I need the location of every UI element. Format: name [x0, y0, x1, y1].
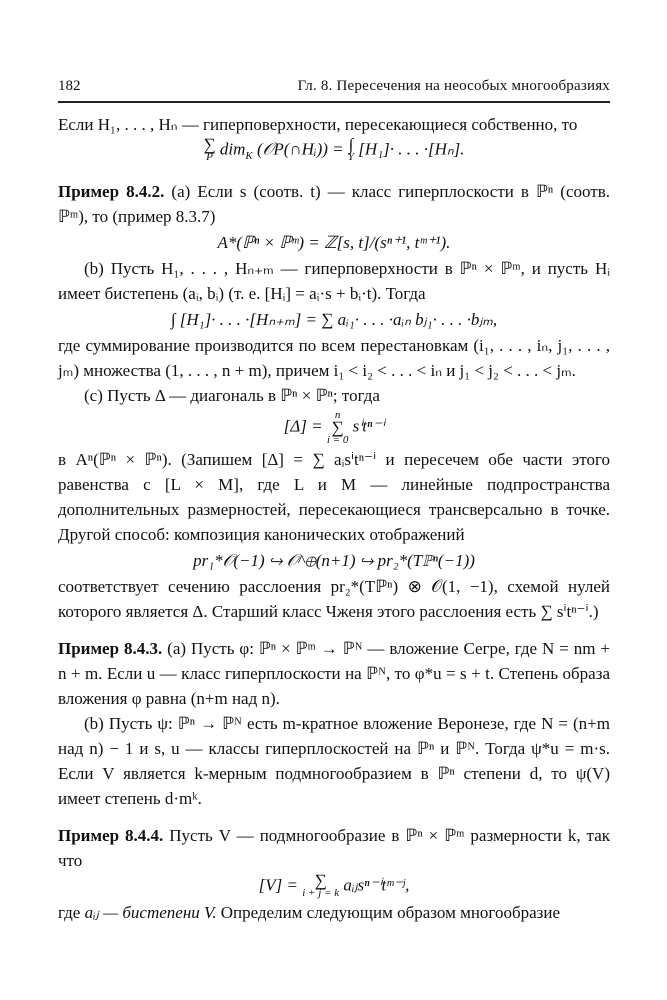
paragraph-final: где aᵢⱼ — бистепени V. Определим следующим образом многообразие — [58, 902, 561, 922]
sum-operator: n ∑ i = 0 — [326, 408, 349, 446]
formula-class-v: [V] = ∑ i + j = k aᵢⱼsⁿ⁻ⁱtᵐ⁻ʲ, — [258, 870, 410, 899]
formula-diagonal: [Δ] = n ∑ i = 0 sⁱtⁿ⁻ⁱ — [283, 408, 385, 446]
formula-bidegree-integral: ∫ [H₁]· . . . ·[Hₙ₊ₘ] = ∑ aᵢ₁· . . . ·aᵢₙ bⱼ₁· . . . ·bⱼₘ, — [170, 309, 498, 329]
page-body — [58, 112, 610, 925]
example-8-4-2: Пример 8.4.2. (a) Если s (соотв. t) — класс гиперплоскости в ℙⁿ (соотв. ℙᵐ), то (пример 8.3.7) — [58, 181, 610, 226]
page-number: 182 — [58, 78, 81, 94]
paragraph-intro: Если H₁, . . . , Hₙ — гиперповерхности, пересекающиеся собственно, то — [58, 115, 578, 134]
paragraph-c: (c) Пусть Δ — диагональ в ℙⁿ × ℙⁿ; тогда — [84, 385, 380, 405]
header-rule — [58, 101, 610, 103]
paragraph-b: (b) Пусть H₁, . . . , Hₙ₊ₘ — гиперповерхности в ℙⁿ × ℙᵐ, и пусть Hᵢ имеет бистепень (aᵢ, bᵢ) (т. е. [Hᵢ] = aᵢ·s + bᵢ·t). Тогда — [58, 258, 610, 303]
running-title: Гл. 8. Пересечения на неособых многообразиях — [297, 78, 610, 94]
formula-degree: ∑ P dim$_K$ (𝒪P(∩Hᵢ)) = ∫ Y [H₁]· . . . ·[Hₙ]. — [203, 135, 465, 163]
paragraph-permutations: где суммирование производится по всем перестановкам (i₁, . . . , iₙ, j₁, . . . , jₘ) множества (1, . . . , n + m), причем i₁ < i₂ < . . . < iₙ и j₁ < j₂ < . . . < jₘ. — [58, 335, 610, 380]
integral-operator: ∫ Y — [347, 135, 355, 163]
sum-operator: ∑ i + j = k — [302, 870, 340, 899]
running-header — [58, 78, 610, 98]
paragraph-chern-class: соответствует сечению расслоения pr₂*(Tℙⁿ) ⊗ 𝒪(1, −1), схемой нулей которого является Δ. Старший класс Чженя этого расслоения есть ∑ sⁱtⁿ⁻ⁱ.) — [58, 576, 610, 621]
example-8-4-4: Пример 8.4.4. Пусть V — подмногообразие в ℙⁿ × ℙᵐ размерности k, так что — [58, 825, 610, 870]
paragraph-veronese: (b) Пусть ψ: ℙⁿ → ℙᴺ есть m-кратное вложение Веронезе, где N = (n+m над n) − 1 и s, u — классы гиперплоскостей на ℙⁿ и ℙᴺ. Тогда ψ*u = m·s. Если V является k-мерным подмногообразием в ℙⁿ степени d, то ψ(V) имеет степень d·mᵏ. — [58, 713, 610, 808]
formula-chow-ring: A*(ℙⁿ × ℙᵐ) = ℤ[s, t]/(sⁿ⁺¹, tᵐ⁺¹). — [217, 232, 451, 252]
example-label: Пример 8.4.4. — [58, 825, 164, 845]
paragraph-c-continued: в Aⁿ(ℙⁿ × ℙⁿ). (Запишем [Δ] = ∑ aᵢsⁱtⁿ⁻ⁱ и пересечем обе части этого равенства с [L × M], где L и M — линейные подпространства дополнительных размерностей, пересекающиеся трансверсально в точке. Другой способ: композиция канонических отображений — [58, 449, 610, 544]
sum-operator: ∑ P — [203, 135, 216, 163]
example-8-4-3: Пример 8.4.3. (a) Пусть φ: ℙⁿ × ℙᵐ → ℙᴺ — вложение Сегре, где N = nm + n + m. Если u — класс гиперплоскости на ℙᴺ, то φ*u = s + t. Степень образа вложения φ равна (n+m над n). — [58, 638, 610, 708]
formula-canonical-maps: pr₁*𝒪(−1) ↪ 𝒪^⊕(n+1) ↪ pr₂*(Tℙⁿ(−1)) — [193, 550, 475, 570]
example-label: Пример 8.4.3. — [58, 638, 163, 658]
example-label: Пример 8.4.2. — [58, 181, 165, 201]
